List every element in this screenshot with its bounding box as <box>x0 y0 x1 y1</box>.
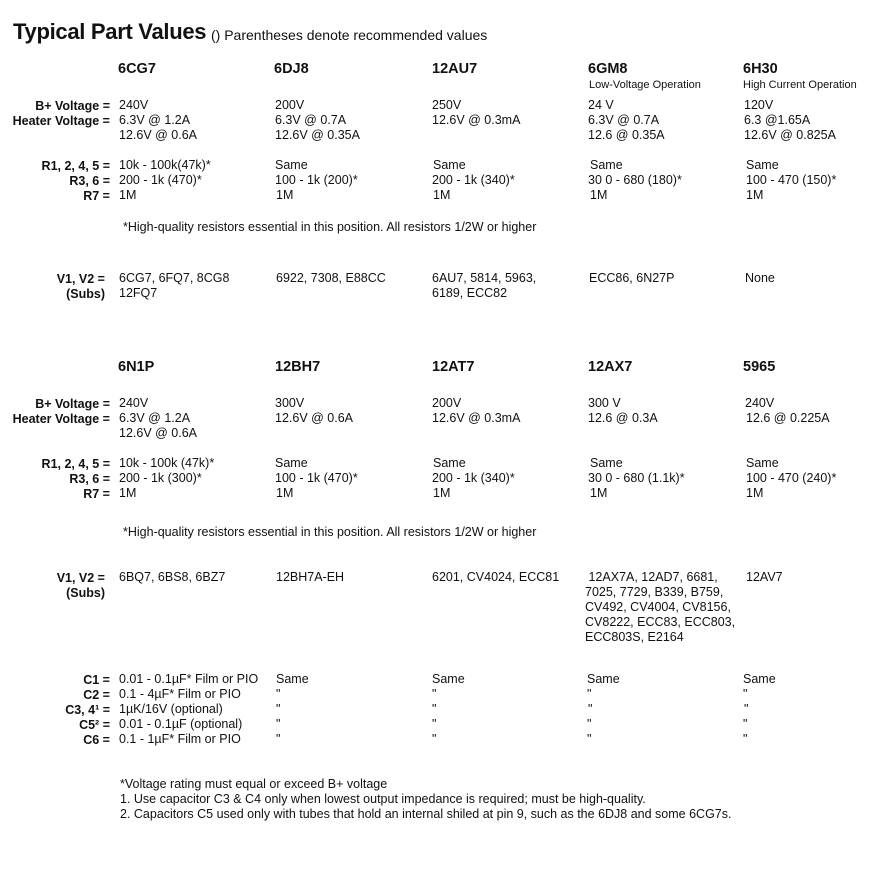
footnote: *Voltage rating must equal or exceed B+ voltage <box>120 777 388 791</box>
bplus-value: 24 V <box>588 98 614 112</box>
heater-value: 6.3V @ 0.7A <box>275 113 347 127</box>
ditto-mark: " <box>432 732 437 746</box>
heater-value: 12.6 @ 0.225A <box>746 411 830 425</box>
row-label-heater: Heater Voltage = <box>12 412 110 426</box>
subs-value-cont: 7025, 7729, B339, B759, <box>585 585 724 599</box>
r1245-value: Same <box>433 158 466 172</box>
ditto-mark: " <box>743 732 748 746</box>
row-label-r1245: R1, 2, 4, 5 = <box>41 457 110 471</box>
r1245-value: 10k - 100k (47k)* <box>119 456 215 470</box>
r1245-value: Same <box>746 456 779 470</box>
r7-value: 1M <box>119 486 137 500</box>
ditto-mark: " <box>276 732 281 746</box>
ditto-mark: " <box>743 717 748 731</box>
tube-header: 12AU7 <box>432 61 478 77</box>
heater-value-alt: 12.6V @ 0.35A <box>275 128 360 142</box>
subs-value: None <box>745 271 775 285</box>
r36-value: 200 - 1k (470)* <box>119 173 202 187</box>
r36-value: 100 - 1k (200)* <box>275 173 358 187</box>
tube-header: 6GM8 <box>588 61 628 77</box>
ditto-mark: " <box>276 702 281 716</box>
ditto-mark: " <box>432 702 437 716</box>
ditto-mark: " <box>587 732 592 746</box>
cap-value: 0.01 - 0.1µF (optional) <box>119 717 243 731</box>
ditto-mark: " <box>587 717 592 731</box>
ditto-mark: " <box>587 687 592 701</box>
r7-value: 1M <box>276 486 294 500</box>
r1245-value: 10k - 100k(47k)* <box>119 158 211 172</box>
heater-value: 6.3V @ 1.2A <box>119 113 191 127</box>
subs-value-cont: 12FQ7 <box>119 286 158 300</box>
heater-value: 12.6V @ 0.6A <box>275 411 354 425</box>
ditto-mark: " <box>588 702 593 716</box>
heater-value: 12.6V @ 0.3mA <box>432 113 521 127</box>
bplus-value: 200V <box>432 396 462 410</box>
bplus-value: 240V <box>119 98 149 112</box>
r36-value: 100 - 470 (240)* <box>746 471 837 485</box>
tube-note: Low-Voltage Operation <box>589 79 701 91</box>
cap-label: C6 = <box>83 733 110 747</box>
bplus-value: 240V <box>745 396 775 410</box>
bplus-value: 200V <box>275 98 305 112</box>
page-title: Typical Part Values <box>13 19 207 44</box>
bplus-value: 250V <box>432 98 462 112</box>
resistor-note: *High-quality resistors essential in this position. All resistors 1/2W or higher <box>123 525 537 539</box>
heater-value-alt: 12.6V @ 0.6A <box>119 128 198 142</box>
subs-value: 6201, CV4024, ECC81 <box>432 570 560 584</box>
ditto-mark: " <box>276 687 281 701</box>
heater-value: 12.6 @ 0.3A <box>588 411 658 425</box>
cap-label: C1 = <box>83 673 110 687</box>
row-label-r36: R3, 6 = <box>69 174 110 188</box>
row-label-subs-sub: (Subs) <box>66 287 105 301</box>
tube-header: 12BH7 <box>275 359 321 375</box>
cap-label: C3, 4¹ = <box>65 703 110 717</box>
r7-value: 1M <box>590 188 608 202</box>
subs-value: 6922, 7308, E88CC <box>276 271 386 285</box>
page-subtitle: () Parentheses denote recommended values <box>211 27 488 43</box>
r1245-value: Same <box>275 158 308 172</box>
ditto-mark: " <box>743 687 748 701</box>
ditto-mark: " <box>432 717 437 731</box>
subs-value-cont: ECC803S, E2164 <box>585 630 684 644</box>
tube-header: 6H30 <box>743 61 778 77</box>
cap-value: 0.1 - 4µF* Film or PIO <box>119 687 241 701</box>
r7-value: 1M <box>746 486 764 500</box>
subs-value-cont: CV8222, ECC83, ECC803, <box>585 615 736 629</box>
r36-value: 30 0 - 680 (180)* <box>588 173 682 187</box>
r36-value: 200 - 1k (340)* <box>432 173 515 187</box>
heater-value: 6.3 @1.65A <box>744 113 811 127</box>
cap-label: C5² = <box>79 718 110 732</box>
r7-value: 1M <box>590 486 608 500</box>
cap-same: Same <box>276 672 309 686</box>
subs-value: 6CG7, 6FQ7, 8CG8 <box>119 271 230 285</box>
row-label-bplus: B+ Voltage = <box>35 397 110 411</box>
heater-value: 12.6V @ 0.3mA <box>432 411 521 425</box>
r7-value: 1M <box>119 188 137 202</box>
heater-value-alt: 12.6V @ 0.825A <box>744 128 836 142</box>
bplus-value: 300 V <box>588 396 621 410</box>
heater-value-alt: 12.6 @ 0.35A <box>588 128 665 142</box>
r36-value: 100 - 1k (470)* <box>275 471 358 485</box>
heater-value: 6.3V @ 0.7A <box>588 113 660 127</box>
row-label-subs-sub: (Subs) <box>66 586 105 600</box>
row-label-r7: R7 = <box>83 487 110 501</box>
r1245-value: Same <box>433 456 466 470</box>
bplus-value: 240V <box>119 396 149 410</box>
ditto-mark: " <box>432 687 437 701</box>
resistor-note: *High-quality resistors essential in this position. All resistors 1/2W or higher <box>123 220 537 234</box>
row-label-r36: R3, 6 = <box>69 472 110 486</box>
subs-value: ECC86, 6N27P <box>589 271 675 285</box>
row-label-subs: V1, V2 = <box>56 571 105 585</box>
r1245-value: Same <box>590 456 623 470</box>
tube-header: 12AT7 <box>432 359 475 375</box>
r7-value: 1M <box>433 486 451 500</box>
subs-value: 6AU7, 5814, 5963, <box>432 271 537 285</box>
row-label-r1245: R1, 2, 4, 5 = <box>41 159 110 173</box>
subs-value-cont: 6189, ECC82 <box>432 286 508 300</box>
r36-value: 100 - 470 (150)* <box>746 173 837 187</box>
subs-value-cont: CV492, CV4004, CV8156, <box>585 600 731 614</box>
subs-value: 12BH7A-EH <box>276 570 345 584</box>
cap-value: 0.01 - 0.1µF* Film or PIO <box>119 672 259 686</box>
r7-value: 1M <box>276 188 294 202</box>
tube-note: High Current Operation <box>743 79 857 91</box>
tube-header: 12AX7 <box>588 359 633 375</box>
cap-value: 1µK/16V (optional) <box>119 702 223 716</box>
tube-header: 6CG7 <box>118 61 156 77</box>
ditto-mark: " <box>744 702 749 716</box>
cap-same: Same <box>587 672 620 686</box>
cap-value: 0.1 - 1µF* Film or PIO <box>119 732 241 746</box>
row-label-subs: V1, V2 = <box>56 272 105 286</box>
bplus-value: 300V <box>275 396 305 410</box>
cap-same: Same <box>432 672 465 686</box>
tube-header: 6N1P <box>118 359 155 375</box>
r1245-value: Same <box>746 158 779 172</box>
r36-value: 30 0 - 680 (1.1k)* <box>588 471 685 485</box>
cap-label: C2 = <box>83 688 110 702</box>
row-label-bplus: B+ Voltage = <box>35 99 110 113</box>
bplus-value: 120V <box>744 98 774 112</box>
row-label-r7: R7 = <box>83 189 110 203</box>
subs-value: 6BQ7, 6BS8, 6BZ7 <box>119 570 226 584</box>
r1245-value: Same <box>590 158 623 172</box>
tube-header: 6DJ8 <box>274 61 309 77</box>
ditto-mark: " <box>276 717 281 731</box>
cap-same: Same <box>743 672 776 686</box>
tube-header: 5965 <box>743 359 776 375</box>
footnote: 1. Use capacitor C3 & C4 only when lowest output impedance is required; must be high-quality. <box>120 792 646 806</box>
row-label-heater: Heater Voltage = <box>12 114 110 128</box>
heater-value-alt: 12.6V @ 0.6A <box>119 426 198 440</box>
subs-value: 12AX7A, 12AD7, 6681, <box>585 570 718 584</box>
r36-value: 200 - 1k (340)* <box>432 471 515 485</box>
subs-value: 12AV7 <box>746 570 783 584</box>
footnote: 2. Capacitors C5 used only with tubes that hold an internal shiled at pin 9, such as the 6DJ8 and some 6CG7s. <box>120 807 732 821</box>
heater-value: 6.3V @ 1.2A <box>119 411 191 425</box>
r7-value: 1M <box>746 188 764 202</box>
r1245-value: Same <box>275 456 308 470</box>
r7-value: 1M <box>433 188 451 202</box>
r36-value: 200 - 1k (300)* <box>119 471 202 485</box>
